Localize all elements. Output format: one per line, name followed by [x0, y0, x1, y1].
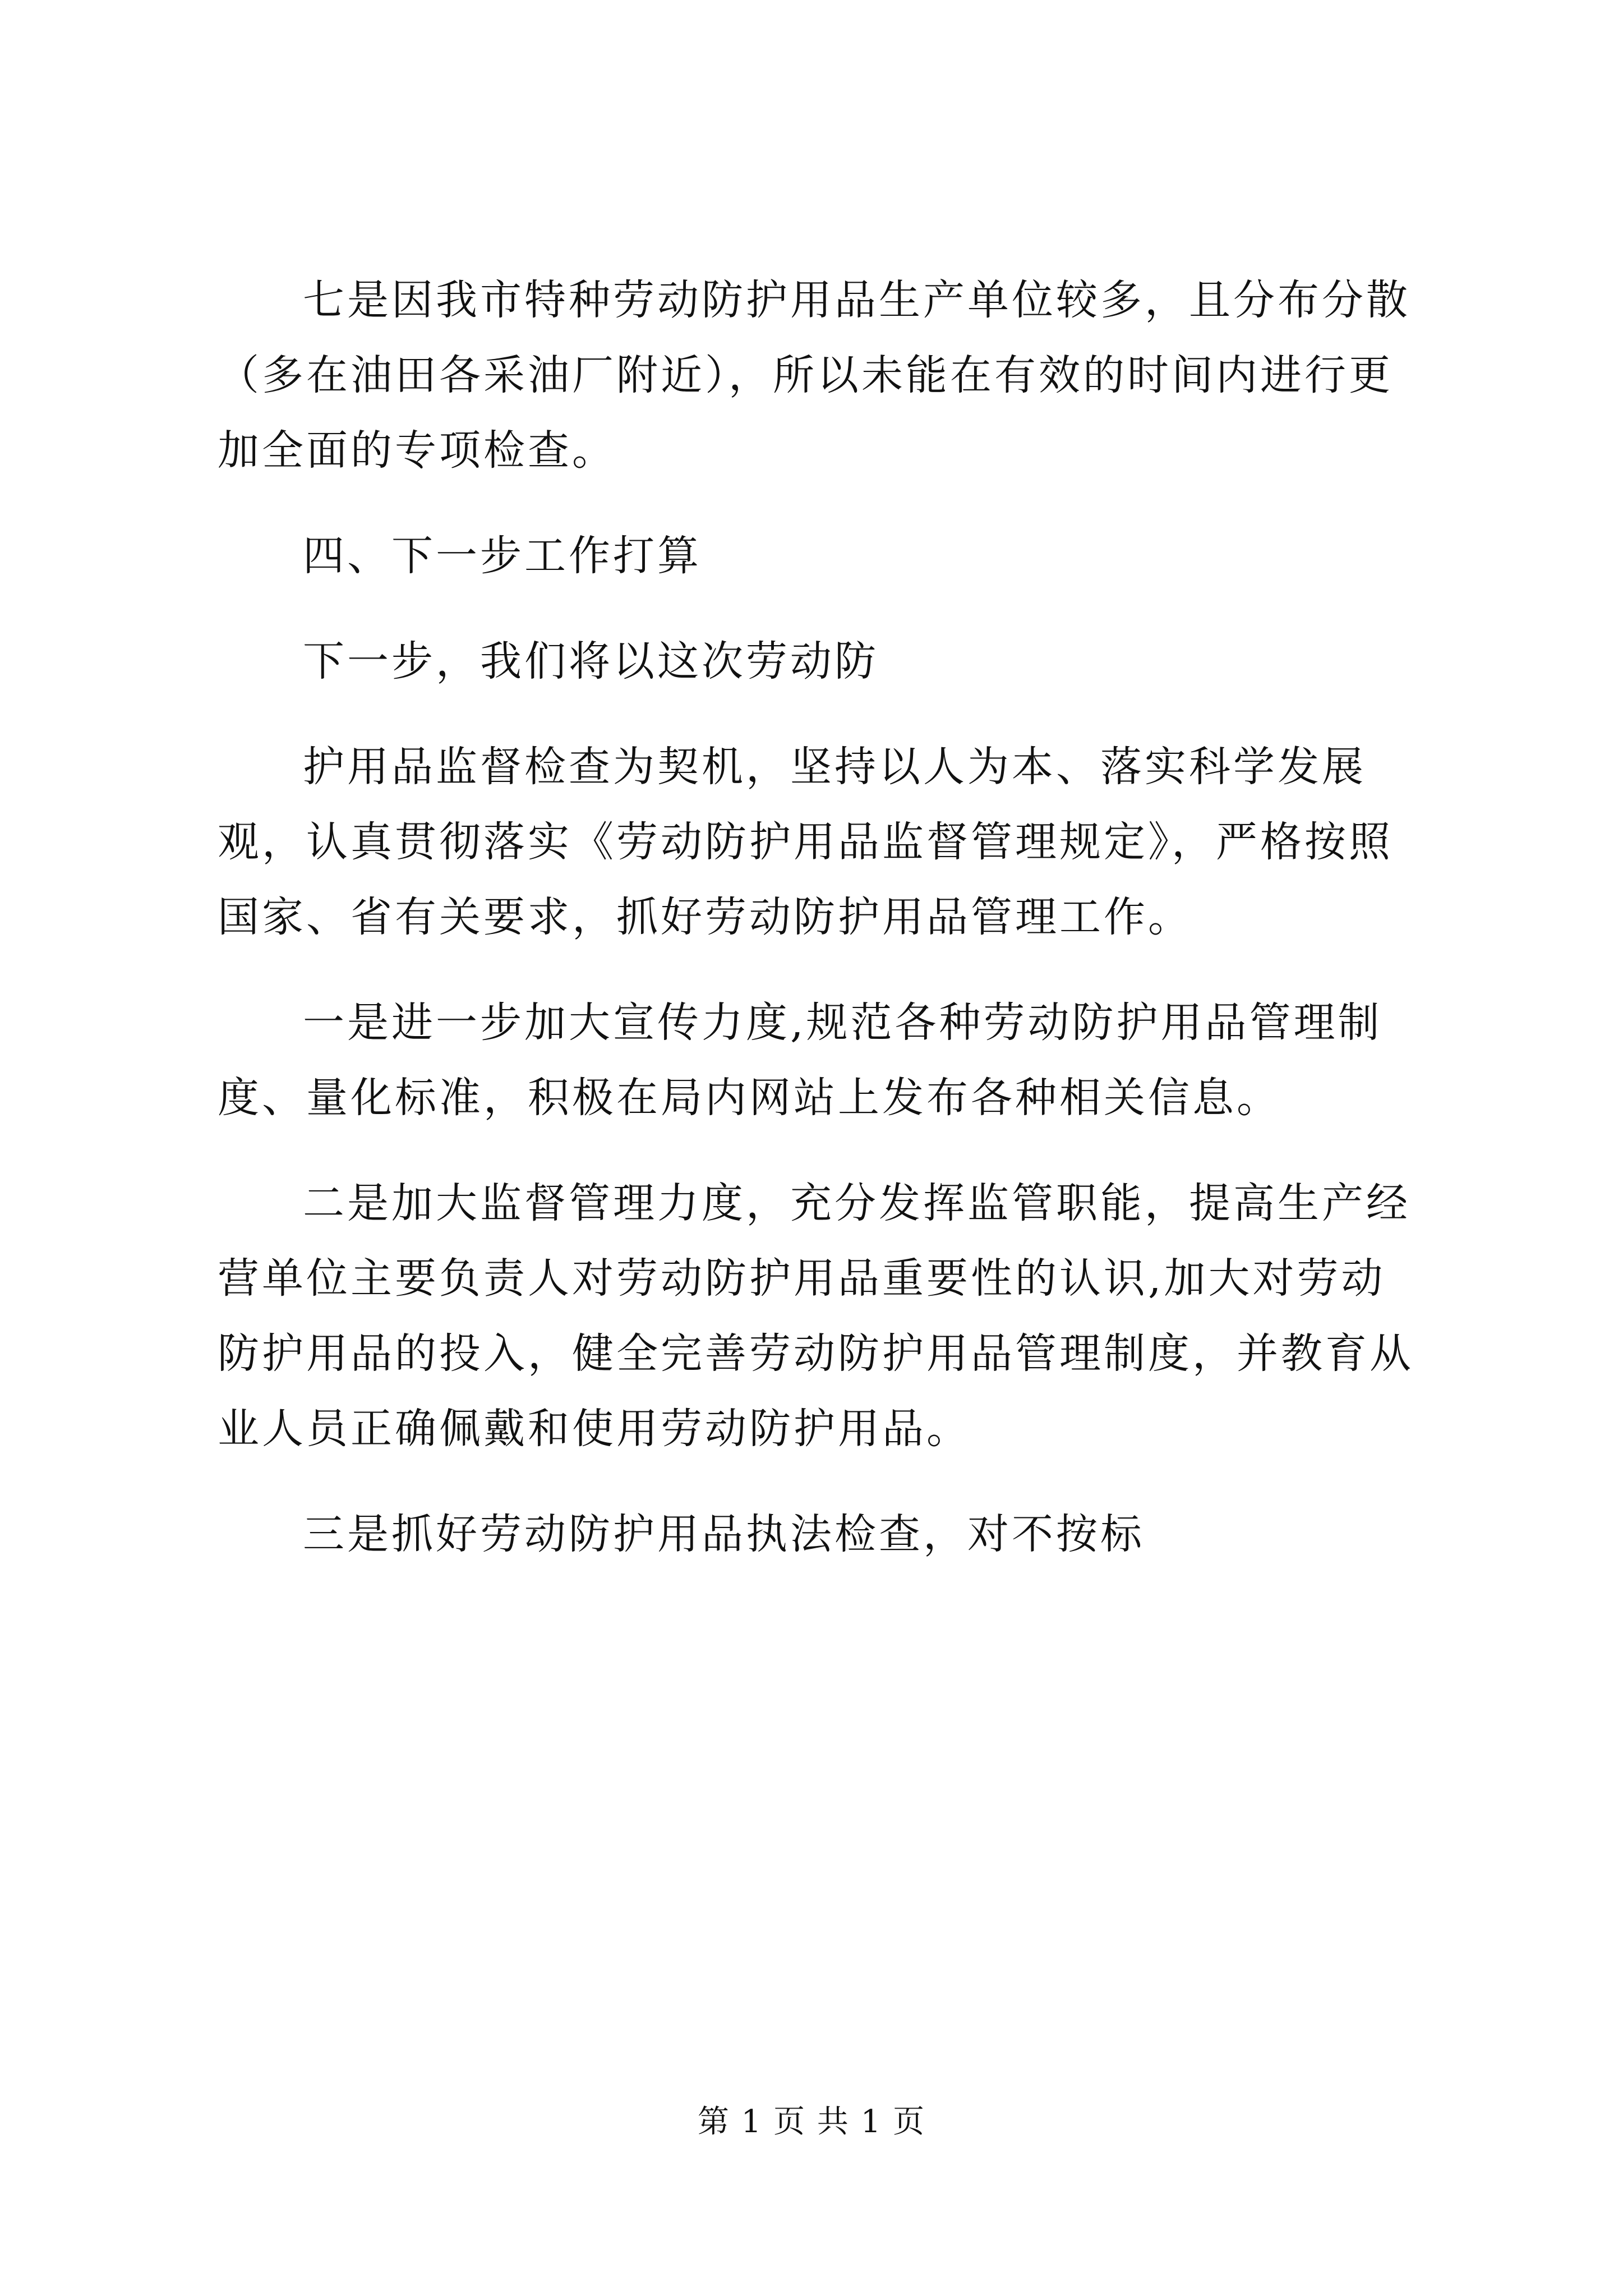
paragraph-item-seven: 七是因我市特种劳动防护用品生产单位较多，且分布分散（多在油田各采油厂附近），所以未能在有效的时间内进行更加全面的专项检查。	[218, 276, 1410, 475]
paragraph-item-three: 三是抓好劳动防护用品执法检查，对不按标	[303, 1510, 1145, 1558]
paragraph-inspection-opportunity: 护用品监督检查为契机，坚持以人为本、落实科学发展观，认真贯彻落实《劳动防护用品监督管理规定》，严格按照国家、省有关要求，抓好劳动防护用品管理工作。	[218, 743, 1393, 941]
paragraph-item-two: 二是加大监督管理力度，充分发挥监管职能，提高生产经营单位主要负责人对劳动防护用品重要性的认识,加大对劳动防护用品的投入，健全完善劳动防护用品管理制度，并教育从业人员正确佩戴和使用劳动防护用品。	[218, 1179, 1414, 1453]
paragraph-next-step-intro: 下一步，我们将以这次劳动防	[303, 637, 879, 685]
section-heading-next-steps: 四、下一步工作打算	[303, 532, 702, 580]
document-body	[218, 263, 1429, 1602]
page-footer: 第 1 页 共 1 页	[697, 2104, 926, 2140]
paragraph-item-one: 一是进一步加大宣传力度,规范各种劳动防护用品管理制度、量化标准，积极在局内网站上发布各种相关信息。	[218, 999, 1382, 1122]
